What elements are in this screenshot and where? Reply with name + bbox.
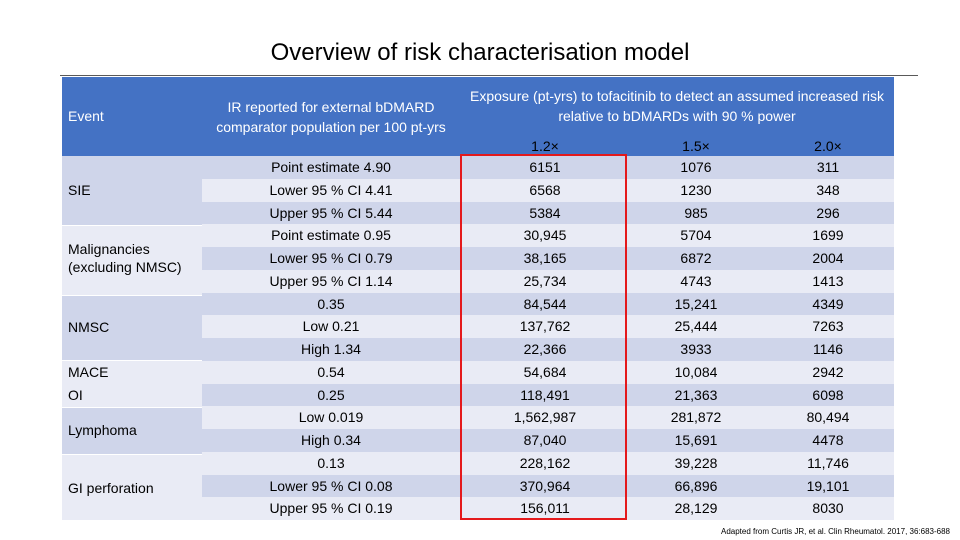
exposure-1-2-cell: 87,040 [523, 432, 567, 448]
exposure-2-0-cell: 4349 [812, 295, 844, 312]
exposure-1-2-cell: 228,162 [519, 454, 571, 471]
table-row [202, 384, 894, 407]
exposure-1-5-cell: 3933 [680, 341, 712, 357]
ir-value-cell: Upper 95 % CI 5.44 [269, 204, 393, 221]
exposure-1-2-cell: 54,684 [523, 363, 567, 380]
exposure-2-0-cell: 296 [816, 204, 840, 221]
exposure-header-label: Exposure (pt-yrs) to tofacitinib to detect an assumed increased risk relative to bDMARDs with 90 % power [470, 88, 884, 124]
exposure-1-2-cell: 6568 [529, 181, 561, 198]
event-label-mace: MACE [68, 364, 109, 380]
table-row [202, 156, 894, 179]
ir-header-label: IR reported for external bDMARD comparator population per 100 pt-yrs [216, 98, 446, 135]
table-row [202, 247, 894, 270]
ir-value-cell: Lower 95 % CI 0.79 [269, 250, 393, 266]
exposure-1-2-cell: 38,165 [523, 250, 567, 266]
exposure-1-5-cell: 1230 [680, 181, 712, 198]
exposure-2-0-cell: 348 [816, 181, 840, 198]
exposure-1-2-cell: 156,011 [520, 500, 570, 517]
event-cell-gi-perforation [62, 455, 202, 520]
exposure-1-2-cell: 25,734 [523, 272, 567, 289]
exposure-2-0-cell: 1413 [812, 272, 844, 289]
event-label-sie: SIE [68, 182, 91, 198]
event-cell-mace [62, 361, 202, 384]
exposure-2-0-cell: 4478 [812, 432, 844, 448]
ir-value-cell: 0.25 [317, 386, 345, 403]
event-cell-malignancies [62, 226, 202, 295]
ir-value-cell: Point estimate 4.90 [271, 159, 391, 175]
exposure-1-2-cell: 30,945 [523, 227, 567, 244]
exposure-1-2-cell: 118,491 [520, 386, 570, 403]
exposure-1-5-cell: 21,363 [674, 386, 718, 403]
event-label-gi-perforation: GI perforation [68, 480, 154, 496]
ir-value-cell: Upper 95 % CI 0.19 [269, 500, 393, 517]
exposure-1-5-cell: 39,228 [674, 454, 718, 471]
exposure-1-5-cell: 25,444 [674, 318, 718, 335]
exposure-1-5-cell: 15,691 [674, 432, 718, 448]
ir-value-cell: High 1.34 [301, 341, 361, 357]
ir-value-cell: 0.54 [317, 363, 345, 380]
event-label-oi: OI [68, 387, 83, 403]
exposure-1-2-cell: 137,762 [519, 318, 571, 335]
exposure-2-0-cell: 2942 [812, 363, 844, 380]
exposure-2-0-cell: 1146 [812, 341, 844, 357]
multiplier-1-2: 1.2× [531, 138, 559, 154]
ir-value-cell: High 0.34 [301, 432, 361, 448]
table-row [202, 315, 894, 338]
page-title: Overview of risk characterisation model [270, 39, 690, 66]
exposure-2-0-cell: 6098 [812, 386, 844, 403]
exposure-1-5-cell: 66,896 [674, 477, 718, 494]
ir-value-cell: Low 0.019 [298, 409, 364, 426]
exposure-1-5-cell: 4743 [680, 272, 712, 289]
multiplier-2-0: 2.0× [814, 138, 842, 154]
ir-value-cell: Point estimate 0.95 [271, 227, 391, 244]
ir-value-cell: 0.13 [317, 454, 345, 471]
event-cell-sie [62, 156, 202, 225]
source-footnote: Adapted from Curtis JR, et al. Clin Rheumatol. 2017, 36:683-688 [720, 527, 950, 536]
title-divider [60, 75, 918, 76]
table-row [202, 224, 894, 247]
event-cell-lymphoma [62, 408, 202, 454]
ir-value-cell: Low 0.21 [302, 318, 360, 335]
event-label-malignancies: Malignancies (excluding NMSC) [68, 241, 182, 275]
event-header-label: Event [68, 108, 104, 124]
exposure-1-5-cell: 985 [684, 204, 708, 221]
exposure-1-2-cell: 6151 [529, 159, 561, 175]
ir-value-cell: Lower 95 % CI 0.08 [269, 477, 393, 494]
table-row [202, 361, 894, 384]
table-row [202, 452, 894, 475]
exposure-1-2-cell: 1,562,987 [513, 409, 577, 426]
exposure-1-5-cell: 1076 [680, 159, 712, 175]
event-cell-oi [62, 384, 202, 407]
exposure-1-5-cell: 5704 [680, 227, 712, 244]
ir-value-cell: Lower 95 % CI 4.41 [269, 181, 393, 198]
exposure-1-5-cell: 10,084 [674, 363, 718, 380]
table-row [202, 406, 894, 429]
table-row [202, 429, 894, 452]
exposure-1-2-cell: 22,366 [523, 341, 567, 357]
table-row [202, 293, 894, 316]
exposure-2-0-cell: 11,746 [807, 454, 849, 471]
exposure-1-5-cell: 28,129 [674, 500, 718, 517]
table-row [202, 179, 894, 202]
ir-column-header [202, 77, 460, 156]
exposure-2-0-cell: 8030 [812, 500, 844, 517]
table-row [202, 270, 894, 293]
exposure-1-2-cell: 84,544 [523, 295, 567, 312]
exposure-2-0-cell: 2004 [812, 250, 844, 266]
event-label-nmsc: NMSC [68, 319, 110, 335]
event-label-lymphoma: Lymphoma [68, 422, 137, 438]
exposure-1-5-cell: 6872 [680, 250, 712, 266]
exposure-2-0-cell: 19,101 [806, 477, 850, 494]
exposure-2-0-cell: 311 [816, 159, 840, 175]
exposure-1-2-cell: 5384 [529, 204, 561, 221]
table-row [202, 338, 894, 361]
exposure-1-2-cell: 370,964 [519, 477, 571, 494]
event-column-header [62, 77, 202, 156]
exposure-2-0-cell: 7263 [812, 318, 844, 335]
table-row [202, 497, 894, 520]
table-row [202, 202, 894, 225]
multiplier-row [460, 135, 894, 158]
multiplier-1-5: 1.5× [682, 138, 710, 154]
exposure-1-5-cell: 281,872 [670, 409, 722, 426]
ir-value-cell: Upper 95 % CI 1.14 [269, 272, 393, 289]
table-row [202, 475, 894, 498]
exposure-1-5-cell: 15,241 [674, 295, 718, 312]
exposure-2-0-cell: 80,494 [806, 409, 850, 426]
event-cell-nmsc [62, 296, 202, 360]
exposure-2-0-cell: 1699 [812, 227, 844, 244]
ir-value-cell: 0.35 [317, 295, 345, 312]
